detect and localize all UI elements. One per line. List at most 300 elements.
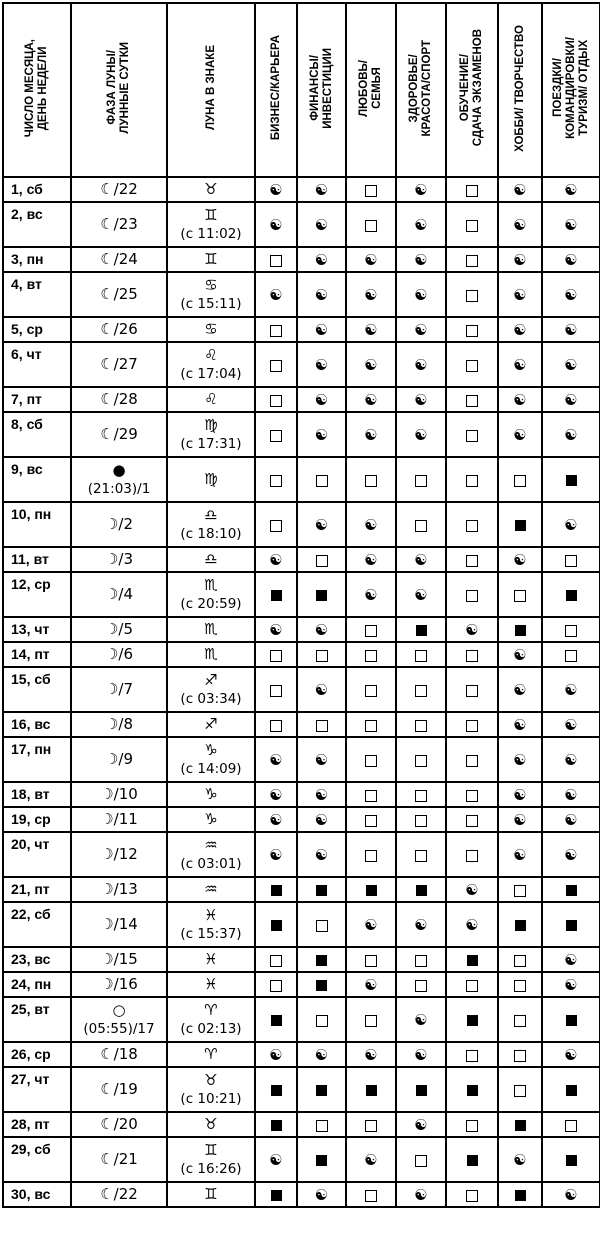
- rating-cell: [346, 572, 396, 617]
- moon-phase-cell: [71, 807, 167, 832]
- rating-cell: [255, 457, 297, 502]
- rating-cell: [542, 1137, 600, 1182]
- empty-square-icon: [415, 475, 427, 487]
- day-cell: 16, вс: [3, 712, 71, 737]
- empty-square-icon: [466, 430, 478, 442]
- rating-cell: [396, 1042, 446, 1067]
- yin-yang-icon: ☯: [564, 951, 578, 969]
- rating-cell: [255, 547, 297, 572]
- yin-yang-icon: ☯: [414, 426, 428, 444]
- moon-phase-icon: ☽/16: [100, 975, 138, 993]
- rating-cell: [255, 737, 297, 782]
- rating-cell: [446, 272, 498, 317]
- rating-cell: [255, 617, 297, 642]
- moon-sign-cell: [167, 1042, 255, 1067]
- empty-square-icon: [466, 755, 478, 767]
- day-cell: 21, пт: [3, 877, 71, 902]
- rating-cell: [498, 737, 542, 782]
- moon-phase-icon: ☾/25: [100, 285, 138, 303]
- rating-cell: [297, 902, 346, 947]
- rating-cell: [396, 947, 446, 972]
- filled-square-icon: [566, 885, 577, 896]
- rating-cell: [396, 457, 446, 502]
- yin-yang-icon: ☯: [314, 681, 329, 699]
- rating-cell: [446, 902, 498, 947]
- filled-square-icon: [515, 1120, 526, 1131]
- table-row: [3, 247, 600, 272]
- moon-sign-cell: [167, 712, 255, 737]
- table-row: [3, 572, 600, 617]
- zodiac-sign-icon: ♐: [204, 715, 218, 733]
- day-cell: 30, вс: [3, 1182, 71, 1207]
- moon-sign-cell: [167, 1112, 255, 1137]
- moon-sign-cell: [167, 387, 255, 412]
- zodiac-sign-icon: ♊: [204, 1185, 218, 1203]
- rating-cell: [498, 877, 542, 902]
- yin-yang-icon: ☯: [269, 846, 283, 864]
- rating-cell: [446, 317, 498, 342]
- day-cell: 12, ср: [3, 572, 71, 617]
- rating-cell: [446, 1042, 498, 1067]
- rating-cell: [498, 247, 542, 272]
- filled-square-icon: [416, 885, 427, 896]
- empty-square-icon: [365, 720, 377, 732]
- yin-yang-icon: ☯: [564, 1046, 578, 1064]
- rating-cell: [297, 997, 346, 1042]
- empty-square-icon: [514, 980, 526, 992]
- table-row: [3, 642, 600, 667]
- rating-cell: [297, 642, 346, 667]
- rating-cell: [542, 807, 600, 832]
- table-row: [3, 807, 600, 832]
- empty-square-icon: [316, 1120, 328, 1132]
- empty-square-icon: [365, 685, 377, 697]
- zodiac-sign-icon: ♈: [204, 1045, 218, 1063]
- moon-sign-cell: [167, 502, 255, 547]
- rating-cell: [297, 342, 346, 387]
- rating-cell: [542, 1182, 600, 1207]
- rating-cell: [396, 972, 446, 997]
- yin-yang-icon: ☯: [513, 216, 527, 234]
- yin-yang-icon: ☯: [513, 846, 527, 864]
- zodiac-sign-icon: ♊: [204, 250, 218, 268]
- yin-yang-icon: ☯: [269, 286, 283, 304]
- empty-square-icon: [270, 650, 282, 662]
- yin-yang-icon: ☯: [513, 251, 527, 269]
- rating-cell: [498, 832, 542, 877]
- empty-square-icon: [316, 920, 328, 932]
- rating-cell: [446, 737, 498, 782]
- day-cell: 28, пт: [3, 1112, 71, 1137]
- yin-yang-icon: ☯: [364, 426, 378, 444]
- yin-yang-icon: ☯: [465, 881, 479, 899]
- yin-yang-icon: ☯: [414, 1116, 428, 1134]
- moon-phase-icon: ☽/11: [100, 810, 138, 828]
- yin-yang-icon: ☯: [269, 181, 283, 199]
- filled-square-icon: [316, 955, 327, 966]
- yin-yang-icon: ☯: [564, 356, 578, 374]
- zodiac-sign-icon: ♑: [204, 741, 218, 759]
- day-cell: 14, пт: [3, 642, 71, 667]
- yin-yang-icon: ☯: [564, 516, 578, 534]
- filled-square-icon: [316, 980, 327, 991]
- day-cell: 7, пт: [3, 387, 71, 412]
- empty-square-icon: [565, 650, 577, 662]
- yin-yang-icon: ☯: [314, 751, 329, 769]
- yin-yang-icon: ☯: [364, 516, 378, 534]
- header-study: [446, 3, 498, 177]
- yin-yang-icon: ☯: [414, 391, 428, 409]
- filled-square-icon: [271, 1190, 282, 1201]
- rating-cell: [297, 832, 346, 877]
- empty-square-icon: [415, 790, 427, 802]
- filled-square-icon: [467, 1015, 478, 1026]
- zodiac-sign-icon: ♉: [204, 180, 218, 198]
- rating-cell: [498, 177, 542, 202]
- filled-square-icon: [467, 1085, 478, 1096]
- rating-cell: [396, 342, 446, 387]
- rating-cell: [396, 1112, 446, 1137]
- zodiac-sign-icon: ♋: [204, 276, 218, 294]
- rating-cell: [255, 572, 297, 617]
- empty-square-icon: [466, 1120, 478, 1132]
- zodiac-sign-icon: ♏: [204, 576, 218, 594]
- empty-square-icon: [316, 720, 328, 732]
- filled-square-icon: [566, 1085, 577, 1096]
- day-cell: 25, вт: [3, 997, 71, 1042]
- yin-yang-icon: ☯: [564, 426, 578, 444]
- rating-cell: [396, 177, 446, 202]
- day-cell: 10, пн: [3, 502, 71, 547]
- rating-cell: [542, 1067, 600, 1112]
- rating-cell: [498, 202, 542, 247]
- empty-square-icon: [316, 555, 328, 567]
- empty-square-icon: [415, 685, 427, 697]
- rating-cell: [542, 877, 600, 902]
- header-business-label: БИЗНЕС/КАРЬЕРА: [269, 35, 282, 141]
- table-row: [3, 342, 600, 387]
- zodiac-sign-icon: ♎: [204, 550, 218, 568]
- filled-square-icon: [515, 1190, 526, 1201]
- rating-cell: [498, 902, 542, 947]
- lunar-calendar-table: [2, 2, 600, 1208]
- moon-sign-cell: [167, 617, 255, 642]
- moon-phase-icon: ☽/13: [100, 880, 138, 898]
- yin-yang-icon: ☯: [414, 356, 428, 374]
- yin-yang-icon: ☯: [564, 181, 578, 199]
- rating-cell: [542, 667, 600, 712]
- rating-cell: [542, 832, 600, 877]
- yin-yang-icon: ☯: [314, 216, 329, 234]
- moon-phase-cell: [71, 712, 167, 737]
- moon-phase-time: (05:55)/17: [83, 1021, 155, 1037]
- rating-cell: [255, 272, 297, 317]
- empty-square-icon: [466, 520, 478, 532]
- zodiac-sign-icon: ♓: [204, 906, 218, 924]
- rating-cell: [396, 247, 446, 272]
- header-travel-label: ПОЕЗДКИ/ КОМАНДИРОВКИ/ ТУРИЗМ/ ОТДЫХ: [551, 37, 590, 139]
- rating-cell: [396, 877, 446, 902]
- day-cell: 6, чт: [3, 342, 71, 387]
- day-cell: 26, ср: [3, 1042, 71, 1067]
- yin-yang-icon: ☯: [314, 786, 329, 804]
- header-finance: [297, 3, 346, 177]
- rating-cell: [255, 972, 297, 997]
- rating-cell: [446, 1112, 498, 1137]
- empty-square-icon: [270, 720, 282, 732]
- rating-cell: [542, 412, 600, 457]
- empty-square-icon: [365, 475, 377, 487]
- day-cell: 24, пн: [3, 972, 71, 997]
- rating-cell: [446, 667, 498, 712]
- empty-square-icon: [365, 1120, 377, 1132]
- rating-cell: [396, 202, 446, 247]
- rating-cell: [346, 547, 396, 572]
- rating-cell: [396, 667, 446, 712]
- moon-phase-cell: [71, 1042, 167, 1067]
- yin-yang-icon: ☯: [513, 716, 527, 734]
- moon-phase-icon: ☽/10: [100, 785, 138, 803]
- moon-sign-cell: [167, 1182, 255, 1207]
- empty-square-icon: [466, 685, 478, 697]
- rating-cell: [346, 457, 396, 502]
- rating-cell: [446, 877, 498, 902]
- empty-square-icon: [466, 555, 478, 567]
- moon-phase-icon: ☽/6: [104, 645, 134, 663]
- moon-phase-cell: [71, 572, 167, 617]
- moon-sign-time: (с 11:02): [180, 226, 242, 242]
- moon-phase-cell: [71, 547, 167, 572]
- filled-square-icon: [271, 1085, 282, 1096]
- moon-sign-cell: [167, 877, 255, 902]
- rating-cell: [346, 807, 396, 832]
- rating-cell: [446, 947, 498, 972]
- table-row: [3, 877, 600, 902]
- moon-phase-icon: ☾/22: [100, 1185, 138, 1203]
- table-row: [3, 782, 600, 807]
- header-health-label: ЗДОРОВЬЕ/ КРАСОТА/СПОРТ: [408, 39, 433, 137]
- rating-cell: [297, 247, 346, 272]
- moon-sign-time: (с 20:59): [180, 596, 242, 612]
- rating-cell: [297, 712, 346, 737]
- filled-square-icon: [271, 1120, 282, 1131]
- rating-cell: [346, 617, 396, 642]
- rating-cell: [346, 902, 396, 947]
- rating-cell: [396, 1182, 446, 1207]
- empty-square-icon: [415, 650, 427, 662]
- yin-yang-icon: ☯: [564, 751, 578, 769]
- yin-yang-icon: ☯: [513, 1151, 527, 1169]
- rating-cell: [498, 667, 542, 712]
- yin-yang-icon: ☯: [513, 181, 527, 199]
- rating-cell: [498, 272, 542, 317]
- zodiac-sign-icon: ♌: [204, 346, 218, 364]
- rating-cell: [297, 1137, 346, 1182]
- zodiac-sign-icon: ♏: [204, 645, 218, 663]
- filled-square-icon: [271, 920, 282, 931]
- rating-cell: [346, 1182, 396, 1207]
- header-health: [396, 3, 446, 177]
- empty-square-icon: [270, 520, 282, 532]
- filled-square-icon: [316, 885, 327, 896]
- zodiac-sign-icon: ♌: [204, 390, 218, 408]
- rating-cell: [542, 972, 600, 997]
- yin-yang-icon: ☯: [414, 551, 428, 569]
- empty-square-icon: [514, 955, 526, 967]
- filled-square-icon: [271, 885, 282, 896]
- rating-cell: [396, 317, 446, 342]
- empty-square-icon: [270, 430, 282, 442]
- rating-cell: [396, 387, 446, 412]
- rating-cell: [498, 387, 542, 412]
- rating-cell: [446, 712, 498, 737]
- rating-cell: [255, 202, 297, 247]
- empty-square-icon: [270, 955, 282, 967]
- rating-cell: [255, 1137, 297, 1182]
- yin-yang-icon: ☯: [513, 426, 527, 444]
- rating-cell: [542, 1112, 600, 1137]
- moon-sign-cell: [167, 572, 255, 617]
- table-row: [3, 457, 600, 502]
- filled-square-icon: [271, 1015, 282, 1026]
- moon-phase-icon: ☾/26: [100, 320, 138, 338]
- rating-cell: [297, 1112, 346, 1137]
- zodiac-sign-icon: ♒: [204, 880, 218, 898]
- empty-square-icon: [466, 325, 478, 337]
- rating-cell: [446, 177, 498, 202]
- empty-square-icon: [270, 360, 282, 372]
- moon-sign-cell: [167, 782, 255, 807]
- filled-square-icon: [366, 1085, 377, 1096]
- rating-cell: [297, 617, 346, 642]
- rating-cell: [346, 1042, 396, 1067]
- yin-yang-icon: ☯: [465, 916, 479, 934]
- filled-square-icon: [316, 1155, 327, 1166]
- empty-square-icon: [365, 850, 377, 862]
- empty-square-icon: [466, 1190, 478, 1202]
- day-cell: 9, вс: [3, 457, 71, 502]
- yin-yang-icon: ☯: [269, 1046, 283, 1064]
- rating-cell: [396, 997, 446, 1042]
- header-travel: [542, 3, 600, 177]
- rating-cell: [346, 412, 396, 457]
- moon-phase-cell: [71, 737, 167, 782]
- rating-cell: [446, 412, 498, 457]
- moon-phase-icon: ☾/20: [100, 1115, 138, 1133]
- empty-square-icon: [365, 650, 377, 662]
- yin-yang-icon: ☯: [364, 1046, 378, 1064]
- zodiac-sign-icon: ♍: [204, 416, 218, 434]
- moon-sign-cell: [167, 247, 255, 272]
- rating-cell: [542, 387, 600, 412]
- filled-square-icon: [566, 590, 577, 601]
- rating-cell: [542, 1042, 600, 1067]
- empty-square-icon: [466, 360, 478, 372]
- header-day: [3, 3, 71, 177]
- moon-sign-cell: [167, 177, 255, 202]
- moon-phase-icon: ☽/5: [104, 620, 134, 638]
- rating-cell: [255, 1112, 297, 1137]
- table-row: [3, 547, 600, 572]
- table-row: [3, 667, 600, 712]
- zodiac-sign-icon: ♎: [204, 506, 218, 524]
- yin-yang-icon: ☯: [269, 811, 283, 829]
- rating-cell: [346, 317, 396, 342]
- table-row: [3, 1067, 600, 1112]
- moon-sign-time: (с 03:01): [180, 856, 242, 872]
- moon-phase-icon: ☽/9: [104, 750, 134, 768]
- filled-square-icon: [566, 920, 577, 931]
- empty-square-icon: [365, 955, 377, 967]
- empty-square-icon: [365, 1190, 377, 1202]
- rating-cell: [255, 712, 297, 737]
- rating-cell: [346, 737, 396, 782]
- rating-cell: [542, 947, 600, 972]
- table-row: [3, 972, 600, 997]
- moon-phase-icon: ☾/29: [100, 425, 138, 443]
- rating-cell: [498, 412, 542, 457]
- header-love: [346, 3, 396, 177]
- header-day-label: ЧИСЛО МЕСЯЦА, ДЕНЬ НЕДЕЛИ: [24, 38, 49, 138]
- day-cell: 11, вт: [3, 547, 71, 572]
- rating-cell: [346, 832, 396, 877]
- yin-yang-icon: ☯: [414, 586, 428, 604]
- empty-square-icon: [365, 220, 377, 232]
- rating-cell: [297, 667, 346, 712]
- filled-square-icon: [467, 1155, 478, 1166]
- zodiac-sign-icon: ♉: [204, 1115, 218, 1133]
- rating-cell: [346, 972, 396, 997]
- empty-square-icon: [466, 290, 478, 302]
- day-cell: 20, чт: [3, 832, 71, 877]
- yin-yang-icon: ☯: [314, 286, 329, 304]
- rating-cell: [346, 1137, 396, 1182]
- rating-cell: [346, 782, 396, 807]
- moon-phase-time: (21:03)/1: [87, 481, 151, 497]
- rating-cell: [446, 782, 498, 807]
- yin-yang-icon: ☯: [314, 181, 329, 199]
- yin-yang-icon: ☯: [314, 1186, 329, 1204]
- rating-cell: [346, 667, 396, 712]
- empty-square-icon: [270, 685, 282, 697]
- rating-cell: [542, 642, 600, 667]
- moon-phase-cell: [71, 1112, 167, 1137]
- rating-cell: [542, 572, 600, 617]
- moon-phase-cell: [71, 457, 167, 502]
- header-finance-label: ФИНАНСЫ/ ИНВЕСТИЦИИ: [308, 47, 334, 129]
- moon-phase-icon: ☾/22: [100, 180, 138, 198]
- filled-square-icon: [366, 885, 377, 896]
- day-cell: 17, пн: [3, 737, 71, 782]
- rating-cell: [297, 782, 346, 807]
- yin-yang-icon: ☯: [564, 811, 578, 829]
- rating-cell: [542, 547, 600, 572]
- rating-cell: [542, 457, 600, 502]
- yin-yang-icon: ☯: [414, 286, 428, 304]
- yin-yang-icon: ☯: [513, 646, 527, 664]
- rating-cell: [297, 387, 346, 412]
- filled-square-icon: [416, 1085, 427, 1096]
- table-row: [3, 202, 600, 247]
- empty-square-icon: [316, 1015, 328, 1027]
- empty-square-icon: [514, 1050, 526, 1062]
- day-cell: 18, вт: [3, 782, 71, 807]
- rating-cell: [542, 902, 600, 947]
- moon-sign-cell: [167, 412, 255, 457]
- day-cell: 3, пн: [3, 247, 71, 272]
- rating-cell: [255, 947, 297, 972]
- yin-yang-icon: ☯: [314, 1046, 329, 1064]
